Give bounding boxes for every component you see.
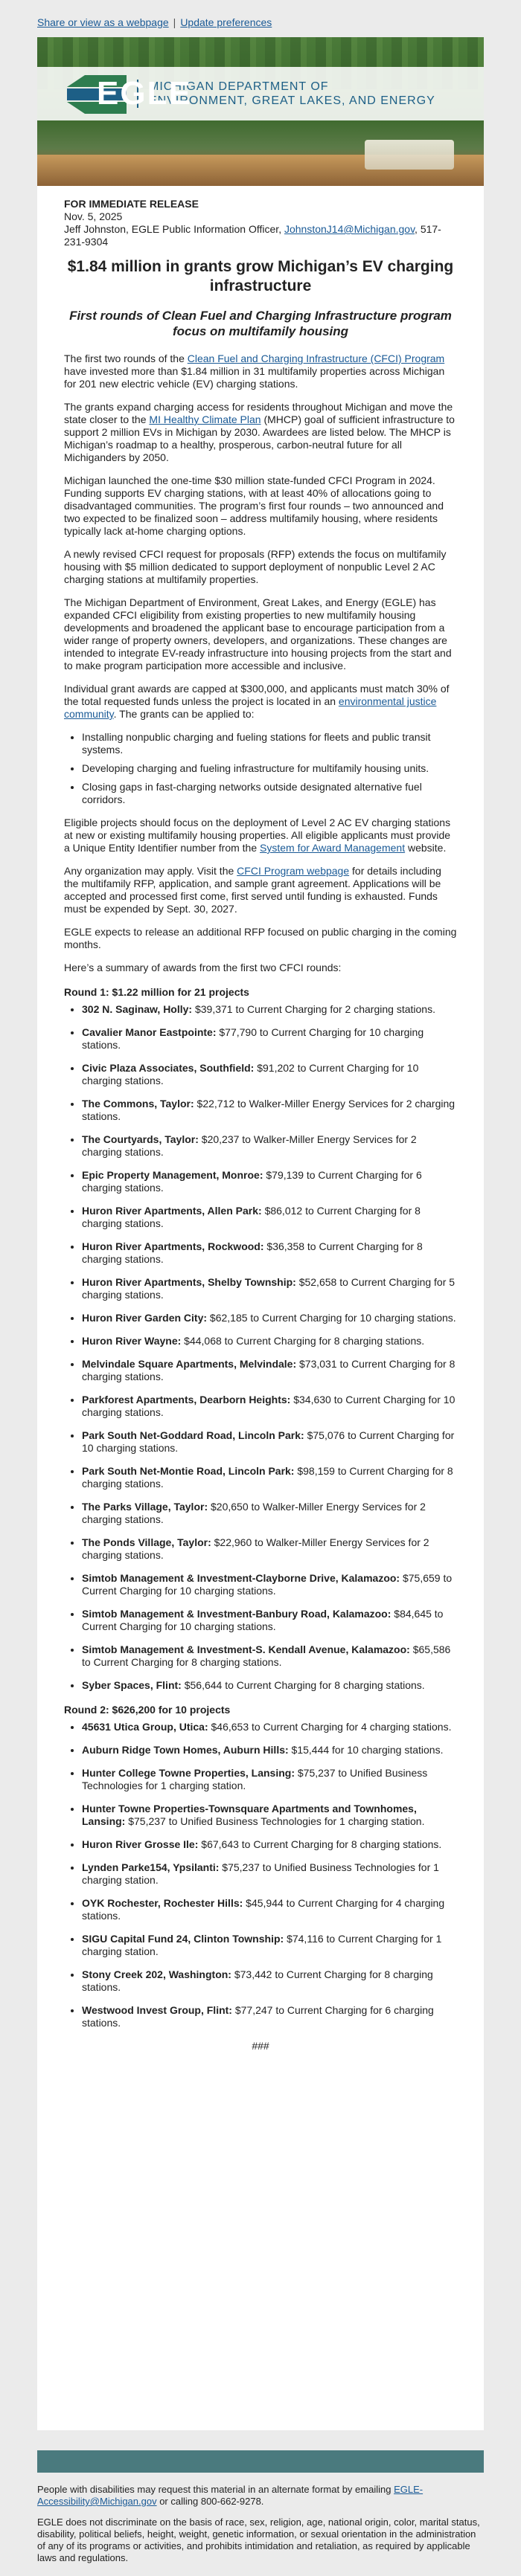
award-item <box>82 1767 457 1792</box>
subheadline: First rounds of Clean Fuel and Charging Infrastructure program focus on multifamily housing <box>69 309 452 338</box>
award-item <box>82 1465 457 1490</box>
award-detail: $46,653 to Current Charging for 4 charging stations. <box>208 1721 452 1733</box>
award-detail: $73,031 to Current Charging for 8 charging stations. <box>82 1358 456 1382</box>
paragraph-3: Michigan launched the one-time $30 million state-funded CFCI Program in 2024. Funding supports EV charging stations, with at least 40% of allocations going to disadvantaged communities. The program’s first four rounds – two announced and two expected to be finalized soon – address multifamily housing, where residents typically lack at-home charging options. <box>64 474 444 537</box>
award-recipient: Melvindale Square Apartments, Melvindale: <box>82 1358 297 1370</box>
contact-phone: , 517-231-9304 <box>64 223 441 248</box>
paragraph-1: The first two rounds of the Clean Fuel and Charging Infrastructure (CFCI) Program have invested more than $1.84 million in 31 multifamily properties across Michigan for 201 new electric vehicle (EV) charging stations. <box>64 352 445 390</box>
award-detail: $39,371 to Current Charging for 2 charging stations. <box>192 1003 435 1015</box>
award-item <box>82 1643 457 1669</box>
award-recipient: Huron River Wayne: <box>82 1335 182 1347</box>
round1-awards-list <box>64 1003 457 1692</box>
award-item <box>82 1062 457 1087</box>
award-detail: $75,237 to Unified Business Technologies for 1 charging station. <box>82 1861 439 1886</box>
award-recipient: Huron River Apartments, Shelby Township: <box>82 1276 296 1288</box>
award-item <box>82 1133 457 1159</box>
agency-name-line2: ENVIRONMENT, GREAT LAKES, AND ENERGY <box>149 94 435 107</box>
award-recipient: Syber Spaces, Flint: <box>82 1679 182 1691</box>
award-recipient: Auburn Ridge Town Homes, Auburn Hills: <box>82 1744 289 1756</box>
award-item <box>82 2004 457 2029</box>
award-item <box>82 1240 457 1266</box>
top-links <box>37 16 484 28</box>
nondiscrimination-notice: EGLE does not discriminate on the basis of race, sex, religion, age, national origin, color, marital status, disability, political beliefs, height, weight, genetic information, or sexual orientation in the administration of any of its programs or activities, and prohibits intimidation and retaliation, as required by applicable laws and regulations. <box>37 2517 480 2563</box>
award-recipient: Park South Net-Montie Road, Lincoln Park: <box>82 1465 295 1477</box>
award-item <box>82 1312 457 1324</box>
share-view-webpage-link[interactable]: Share or view as a webpage <box>37 16 169 28</box>
hero-banner <box>37 37 484 186</box>
award-recipient: Stony Creek 202, Washington: <box>82 1968 231 1980</box>
email-card <box>37 37 484 2430</box>
accessibility-notice: People with disabilities may request this material in an alternate format by emailing EGLE-Accessibility@Michigan.gov or calling 800-662-9278. <box>37 2484 423 2507</box>
award-recipient: Lynden Parke154, Ypsilanti: <box>82 1861 220 1873</box>
award-detail: $77,790 to Current Charging for 10 charging stations. <box>82 1026 424 1051</box>
award-recipient: 45631 Utica Group, Utica: <box>82 1721 208 1733</box>
award-item <box>82 1169 457 1194</box>
award-item <box>82 1205 457 1230</box>
round1-title: Round 1: $1.22 million for 21 projects <box>64 986 249 998</box>
sam-website-link[interactable]: System for Award Management <box>260 842 406 854</box>
round2-title: Round 2: $626,200 for 10 projects <box>64 1704 231 1716</box>
award-detail: $67,643 to Current Charging for 8 charging stations. <box>198 1838 442 1850</box>
award-detail: $75,076 to Current Charging for 10 charging stations. <box>82 1429 455 1454</box>
award-item <box>82 1838 457 1851</box>
award-item <box>82 1098 457 1123</box>
contact-email-link[interactable]: JohnstonJ14@Michigan.gov <box>284 223 415 235</box>
award-recipient: Simtob Management & Investment-Banbury Road, Kalamazoo: <box>82 1608 391 1620</box>
footer <box>37 2484 484 2573</box>
award-item <box>82 1394 457 1419</box>
award-item <box>82 1358 457 1383</box>
award-detail: $20,650 to Walker-Miller Energy Services for 2 charging stations. <box>82 1501 426 1525</box>
award-detail: $44,068 to Current Charging for 8 charging stations. <box>181 1335 425 1347</box>
paragraph-2: The grants expand charging access for residents throughout Michigan and move the state closer to the MI Healthy Climate Plan (MHCP) goal of sufficient infrastructure to support 2 million EVs in Michigan by 2030. Awardees are listed below. The MHCP is Michigan’s roadmap to a healthy, prosperous, carbon-neutral future for all Michiganders by 2050. <box>64 401 455 463</box>
award-item <box>82 1026 457 1052</box>
award-detail: $75,237 to Unified Business Technologies for 1 charging station. <box>82 1767 428 1791</box>
release-contact <box>64 223 457 248</box>
award-recipient: Westwood Invest Group, Flint: <box>82 2004 232 2016</box>
award-detail: $22,712 to Walker-Miller Energy Services for 2 charging stations. <box>82 1098 456 1122</box>
award-detail: $15,444 for 10 charging stations. <box>288 1744 444 1756</box>
egle-logo-text: EGLE <box>97 75 192 112</box>
award-recipient: OYK Rochester, Rochester Hills: <box>82 1897 243 1909</box>
award-item <box>82 1276 457 1301</box>
award-recipient: Huron River Apartments, Allen Park: <box>82 1205 262 1217</box>
accessibility-email-link[interactable]: EGLE-Accessibility@Michigan.gov <box>37 2484 423 2507</box>
award-recipient: The Parks Village, Taylor: <box>82 1501 208 1513</box>
footer-band <box>37 2450 484 2473</box>
award-detail: $98,159 to Current Charging for 8 charging stations. <box>82 1465 453 1490</box>
award-item <box>82 1744 457 1756</box>
award-item <box>82 1572 457 1597</box>
award-recipient: The Ponds Village, Taylor: <box>82 1536 211 1548</box>
agency-name-line1: MICHIGAN DEPARTMENT OF <box>149 80 329 93</box>
award-detail: $36,358 to Current Charging for 8 charging stations. <box>82 1240 423 1265</box>
award-recipient: Cavalier Manor Eastpointe: <box>82 1026 217 1038</box>
update-preferences-link[interactable]: Update preferences <box>180 16 272 28</box>
award-detail: $52,658 to Current Charging for 5 charging stations. <box>82 1276 456 1301</box>
award-item <box>82 1335 457 1347</box>
award-detail: $84,645 to Current Charging for 10 charging stations. <box>82 1608 444 1632</box>
award-item <box>82 1897 457 1922</box>
award-item <box>82 1536 457 1562</box>
paragraph-6: Individual grant awards are capped at $300,000, and applicants must match 30% of the total requested funds unless the project is located in an environmental justice community. The grants can be applied to: <box>64 683 450 720</box>
award-item <box>82 1933 457 1958</box>
paragraph-4: A newly revised CFCI request for proposals (RFP) extends the focus on multifamily housing with $5 million dedicated to support deployment of nonpublic Level 2 AC charging stations at multifamily properties. <box>64 548 447 585</box>
award-recipient: Huron River Grosse Ile: <box>82 1838 199 1850</box>
award-detail: $20,237 to Walker-Miller Energy Services for 2 charging stations. <box>82 1133 417 1158</box>
award-recipient: The Commons, Taylor: <box>82 1098 194 1110</box>
cfci-program-link[interactable]: Clean Fuel and Charging Infrastructure (CFCI) Program <box>187 352 445 364</box>
paragraph-10: Here’s a summary of awards from the first two CFCI rounds: <box>64 962 342 973</box>
headline: $1.84 million in grants grow Michigan’s EV charging infrastructure <box>67 258 454 294</box>
award-recipient: Simtob Management & Investment-Clayborne Drive, Kalamazoo: <box>82 1572 400 1584</box>
award-detail: $74,116 to Current Charging for 1 charging station. <box>82 1933 442 1957</box>
award-detail: $86,012 to Current Charging for 8 charging stations. <box>82 1205 421 1229</box>
round2-awards-list <box>64 1721 457 2029</box>
agency-logo-band <box>37 67 484 120</box>
release-date: Nov. 5, 2025 <box>64 210 123 222</box>
award-recipient: Hunter Towne Properties-Townsquare Apartments and Townhomes, Lansing: <box>82 1803 417 1827</box>
paragraph-5: The Michigan Department of Environment, Great Lakes, and Energy (EGLE) has expanded CFCI eligibility from existing properties to new multifamily housing developments and broadened the applicant base to encourage participation from a wider range of property owners, developers, and organizations. These changes are intended to integrate EV-ready infrastructure into housing projects from the start and to make program participation more accessible and inclusive. <box>64 596 452 672</box>
award-detail: $56,644 to Current Charging for 8 charging stations. <box>181 1679 425 1691</box>
award-detail: $65,586 to Current Charging for 8 charging stations. <box>82 1643 451 1668</box>
award-recipient: The Courtyards, Taylor: <box>82 1133 199 1145</box>
award-detail: $77,247 to Current Charging for 6 charging stations. <box>82 2004 434 2029</box>
award-recipient: Simtob Management & Investment-S. Kendall Avenue, Kalamazoo: <box>82 1643 410 1655</box>
award-item <box>82 1608 457 1633</box>
paragraph-9: EGLE expects to release an additional RFP focused on public charging in the coming months. <box>64 926 457 950</box>
award-detail: $45,944 to Current Charging for 4 charging stations. <box>82 1897 445 1922</box>
award-item <box>82 1861 457 1887</box>
award-item <box>82 1003 457 1016</box>
waterfall-image <box>365 140 454 170</box>
award-item <box>82 1429 457 1455</box>
cfci-webpage-link[interactable]: CFCI Program webpage <box>237 865 350 877</box>
award-detail: $79,139 to Current Charging for 6 charging stations. <box>82 1169 422 1194</box>
list-item: • Developing charging and fueling infrastructure for multifamily housing units. <box>82 762 457 775</box>
award-detail: $75,659 to Current Charging for 10 charging stations. <box>82 1572 453 1597</box>
award-recipient: Epic Property Management, Monroe: <box>82 1169 263 1181</box>
paragraph-7: Eligible projects should focus on the deployment of Level 2 AC EV charging stations at new or existing multifamily housing properties. All eligible applicants must provide a Unique Entity Identifier number from the System for Award Management website. <box>64 817 451 854</box>
award-recipient: Huron River Apartments, Rockwood: <box>82 1240 264 1252</box>
award-detail: $62,185 to Current Charging for 10 charging stations. <box>207 1312 456 1324</box>
award-detail: $34,630 to Current Charging for 10 charging stations. <box>82 1394 456 1418</box>
award-recipient: Civic Plaza Associates, Southfield: <box>82 1062 255 1074</box>
award-item <box>82 1721 457 1733</box>
list-item: • Closing gaps in fast-charging networks outside designated alternative fuel corridors. <box>82 781 457 806</box>
award-recipient: Park South Net-Goddard Road, Lincoln Park: <box>82 1429 304 1441</box>
end-mark: ### <box>252 2040 269 2052</box>
award-detail: $75,237 to Unified Business Technologies for 1 charging station. <box>125 1815 425 1827</box>
mi-healthy-climate-plan-link[interactable]: MI Healthy Climate Plan <box>149 413 261 425</box>
grant-uses-list <box>64 731 457 806</box>
release-content <box>37 186 484 2052</box>
award-recipient: 302 N. Saginaw, Holly: <box>82 1003 193 1015</box>
award-detail: $73,442 to Current Charging for 8 charging stations. <box>82 1968 433 1993</box>
list-item: • Installing nonpublic charging and fueling stations for fleets and public transit systems. <box>82 731 457 756</box>
award-item <box>82 1679 457 1692</box>
award-detail: $22,960 to Walker-Miller Energy Services for 2 charging stations. <box>82 1536 429 1561</box>
award-item <box>82 1803 457 1828</box>
release-label: FOR IMMEDIATE RELEASE <box>64 198 199 210</box>
top-link-separator: | <box>173 16 176 28</box>
award-recipient: SIGU Capital Fund 24, Clinton Township: <box>82 1933 284 1945</box>
award-item <box>82 1501 457 1526</box>
environmental-justice-link[interactable]: environmental justice community <box>64 695 437 720</box>
award-recipient: Parkforest Apartments, Dearborn Heights: <box>82 1394 291 1405</box>
paragraph-8: Any organization may apply. Visit the CFCI Program webpage for details including the multifamily RFP, application, and sample grant agreement. Applications will be accepted and processed first come, first served until funding is exhausted. Funds must be expended by Sept. 30, 2027. <box>64 865 441 915</box>
award-recipient: Hunter College Towne Properties, Lansing: <box>82 1767 295 1779</box>
award-item <box>82 1968 457 1994</box>
egle-logo-icon <box>67 75 192 112</box>
contact-name: Jeff Johnston, EGLE Public Information Officer, <box>64 223 282 235</box>
award-detail: $91,202 to Current Charging for 10 charging stations. <box>82 1062 419 1086</box>
award-recipient: Huron River Garden City: <box>82 1312 208 1324</box>
